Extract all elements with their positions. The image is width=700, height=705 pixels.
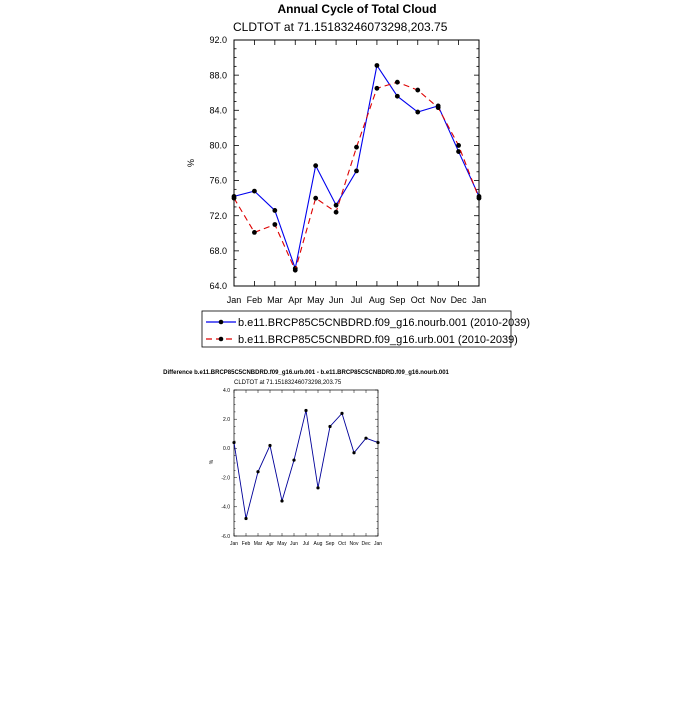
diff-series-0-point (352, 451, 355, 454)
main-chart (209, 35, 486, 305)
diff-xtick-label: Mar (253, 541, 263, 547)
main-series-1-point (293, 268, 298, 273)
main-xtick-label: Aug (368, 295, 385, 305)
diff-series-0-point (340, 412, 343, 415)
main-series-1-point (415, 88, 420, 93)
diff-xtick-label: May (277, 541, 287, 547)
main-series-1-point (334, 210, 339, 215)
diff-ytick-label: -6.0 (221, 533, 230, 540)
diff-xtick-label: Jul (302, 541, 310, 547)
diff-series-0-point (268, 444, 271, 447)
main-xtick-label: Dec (450, 295, 467, 305)
main-series-1-point (354, 145, 359, 150)
main-ytick-label: 84.0 (209, 105, 227, 116)
main-series-1-point (375, 86, 380, 91)
main-xtick-label: Feb (246, 295, 263, 305)
main-chart-ylabel: % (186, 158, 196, 168)
main-ytick-label: 68.0 (209, 246, 227, 257)
diff-xtick-label: Oct (338, 541, 346, 547)
diff-chart-subtitle: CLDTOT at 71.15183246073298,203.75 (234, 380, 342, 386)
main-series-0-point (375, 63, 380, 68)
main-series-0-point (334, 203, 339, 208)
main-series-1-point (456, 143, 461, 148)
diff-series-0-point (256, 470, 259, 473)
diff-chart-ylabel: % (209, 459, 215, 465)
diff-series-0-point (244, 517, 247, 520)
main-ytick-label: 64.0 (209, 281, 227, 292)
diff-ytick-label: -4.0 (221, 504, 230, 511)
main-ytick-label: 72.0 (209, 210, 227, 221)
diff-ytick-label: 4.0 (223, 387, 230, 394)
diff-series-0-line (234, 410, 378, 518)
main-xtick-label: Jan (471, 295, 487, 305)
main-xtick-label: May (307, 295, 325, 305)
main-series-0-line (234, 65, 479, 268)
main-series-0-point (395, 94, 400, 99)
diff-series-0-point (232, 441, 235, 444)
main-series-0-point (456, 149, 461, 154)
main-xtick-label: Jul (350, 295, 363, 305)
diff-series-0-point (328, 425, 331, 428)
diff-ytick-label: 0.0 (223, 446, 230, 453)
diff-series-0-point (304, 409, 307, 412)
main-ytick-label: 80.0 (209, 140, 227, 151)
main-chart-title: Annual Cycle of Total Cloud (277, 2, 437, 16)
main-xtick-label: Jun (328, 295, 344, 305)
diff-xtick-label: Apr (266, 541, 274, 547)
diff-series-0-point (364, 437, 367, 440)
diff-chart (221, 388, 382, 547)
main-series-1-point (395, 80, 400, 85)
main-xtick-label: Apr (288, 295, 303, 305)
legend-marker-urb (219, 337, 224, 342)
legend-label-urb: b.e11.BRCP85C5CNBDRD.f09_g16.urb.001 (2010-2039) (238, 334, 518, 346)
diff-xtick-label: Nov (349, 541, 359, 547)
main-xtick-label: Sep (389, 295, 406, 305)
legend-label-nourb: b.e11.BRCP85C5CNBDRD.f09_g16.nourb.001 (2010-2039) (238, 317, 531, 329)
diff-xtick-label: Dec (361, 541, 371, 547)
main-chart-legend (202, 311, 530, 347)
diff-chart-title: Difference b.e11.BRCP85C5CNBDRD.f09_g16.urb.001 - b.e11.BRCP85C5CNBDRD.f09_g16.nourb.001 (163, 370, 449, 376)
legend-marker-nourb (219, 320, 224, 325)
main-series-1-line (234, 82, 479, 270)
diff-series-0-point (292, 458, 295, 461)
diff-xtick-label: Jan (229, 541, 239, 547)
main-ytick-label: 92.0 (209, 35, 227, 46)
main-series-0-point (252, 189, 257, 194)
main-chart-subtitle: CLDTOT at 71.15183246073298,203.75 (233, 20, 448, 34)
diff-series-0-point (316, 486, 319, 489)
main-series-0-point (272, 208, 277, 213)
diff-ytick-label: -2.0 (221, 475, 230, 482)
diff-xtick-label: Aug (313, 541, 323, 547)
diff-ytick-label: 2.0 (223, 416, 230, 423)
main-series-1-point (272, 222, 277, 227)
main-xtick-label: Nov (430, 295, 447, 305)
main-series-0-point (313, 163, 318, 168)
main-series-1-point (477, 196, 482, 201)
main-series-1-point (252, 230, 257, 235)
main-xtick-label: Oct (410, 295, 425, 305)
main-series-0-point (354, 169, 359, 174)
main-ytick-label: 88.0 (209, 70, 227, 81)
diff-series-0-point (376, 441, 379, 444)
diff-xtick-label: Jan (373, 541, 383, 547)
main-xtick-label: Mar (267, 295, 283, 305)
main-xtick-label: Jan (226, 295, 242, 305)
main-series-1-point (232, 196, 237, 201)
main-ytick-label: 76.0 (209, 175, 227, 186)
main-series-1-point (436, 105, 441, 110)
diff-series-0-point (280, 499, 283, 502)
diff-xtick-label: Sep (325, 541, 335, 547)
main-series-0-point (415, 110, 420, 115)
diff-xtick-label: Feb (241, 541, 251, 547)
main-series-1-point (313, 196, 318, 201)
main-plot-frame (234, 40, 479, 286)
diff-xtick-label: Jun (289, 541, 299, 547)
